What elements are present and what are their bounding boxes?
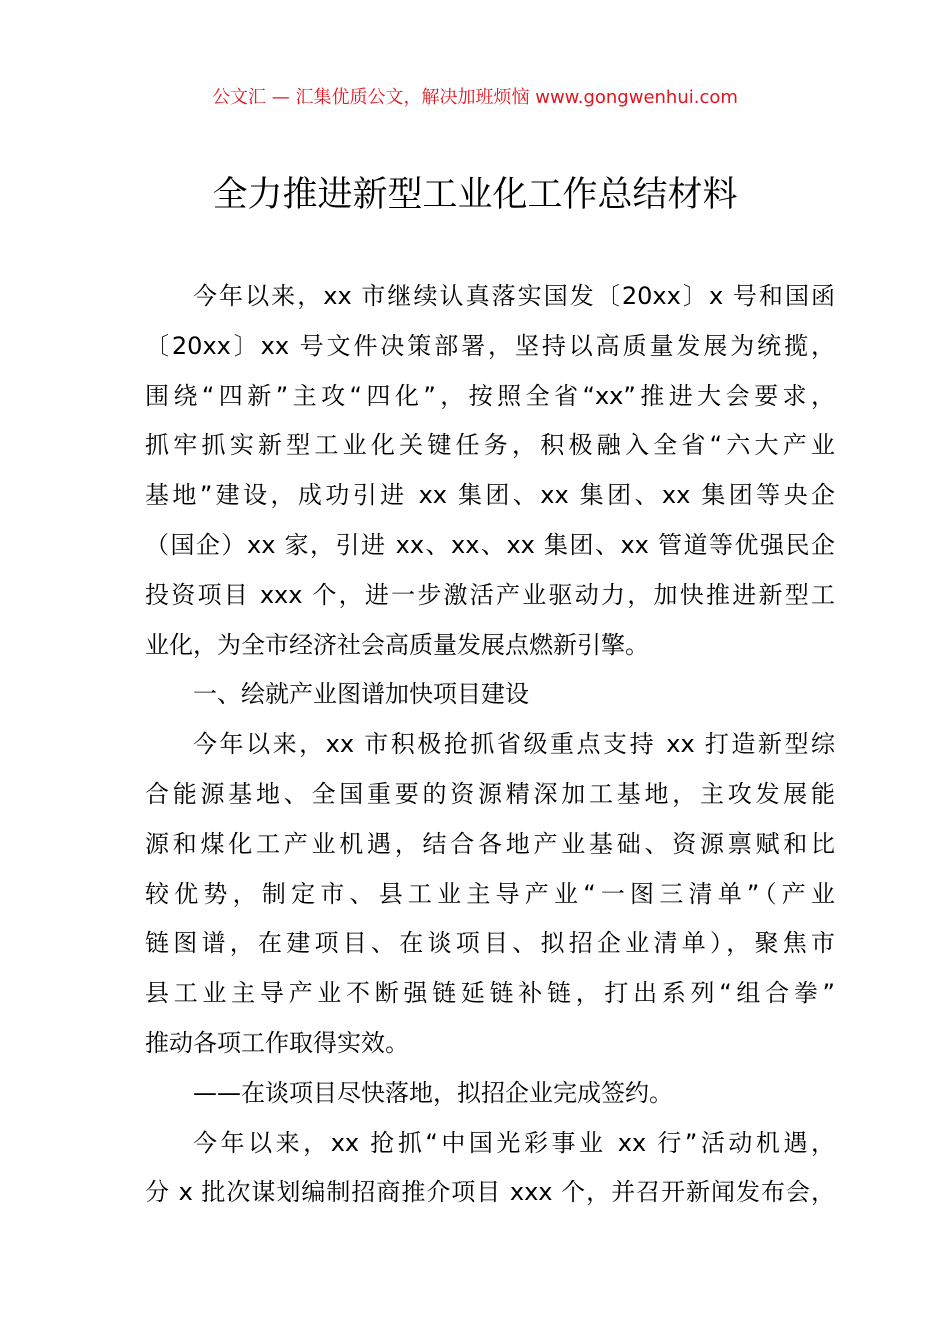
paragraph-line: 今年以来，xx 抢抓“中国光彩事业 xx 行”活动机遇， bbox=[193, 1128, 835, 1157]
paragraph-line: 合能源基地、全国重要的资源精深加工基地，主攻发展能 bbox=[145, 779, 835, 808]
paragraph-line: 基地”建设，成功引进 xx 集团、xx 集团、xx 集团等央企 bbox=[145, 481, 835, 510]
paragraph-line: 推动各项工作取得实效。 bbox=[145, 1028, 409, 1057]
subsection-heading: ——在谈项目尽快落地，拟招企业完成签约。 bbox=[193, 1078, 673, 1107]
paragraph-line: 分 x 批次谋划编制招商推介项目 xxx 个，并召开新闻发布会， bbox=[145, 1178, 835, 1207]
paragraph-line: 抓牢抓实新型工业化关键任务，积极融入全省“六大产业 bbox=[145, 431, 835, 460]
paragraph-line: 业化，为全市经济社会高质量发展点燃新引擎。 bbox=[145, 630, 649, 659]
paragraph-line: 围绕“四新”主攻“四化”，按照全省“xx”推进大会要求， bbox=[145, 381, 835, 410]
section-heading: 一、绘就产业图谱加快项目建设 bbox=[193, 680, 529, 709]
header-banner[interactable]: 公文汇 — 汇集优质公文，解决加班烦恼 www.gongwenhui.com bbox=[212, 87, 738, 108]
document-body bbox=[145, 272, 835, 1218]
paragraph-line: 链图谱，在建项目、在谈项目、拟招企业清单），聚焦市 bbox=[145, 929, 835, 958]
paragraph-line: 今年以来，xx 市继续认真落实国发〔20xx〕x 号和国函 bbox=[193, 282, 835, 310]
paragraph-line: 较优势，制定市、县工业主导产业“一图三清单”（产业 bbox=[145, 879, 835, 908]
paragraph-line: 县工业主导产业不断强链延链补链，打出系列“组合拳” bbox=[145, 979, 835, 1008]
paragraph-line: 〔20xx〕xx 号文件决策部署，坚持以高质量发展为统揽， bbox=[145, 331, 835, 360]
document-title: 全力推进新型工业化工作总结材料 bbox=[212, 175, 738, 215]
paragraph-line: 投资项目 xxx 个，进一步激活产业驱动力，加快推进新型工 bbox=[145, 580, 835, 609]
paragraph-line: （国企）xx 家，引进 xx、xx、xx 集团、xx 管道等优强民企 bbox=[145, 530, 835, 559]
paragraph-line: 今年以来，xx 市积极抢抓省级重点支持 xx 打造新型综 bbox=[193, 730, 835, 759]
paragraph-line: 源和煤化工产业机遇，结合各地产业基础、资源禀赋和比 bbox=[145, 829, 835, 858]
